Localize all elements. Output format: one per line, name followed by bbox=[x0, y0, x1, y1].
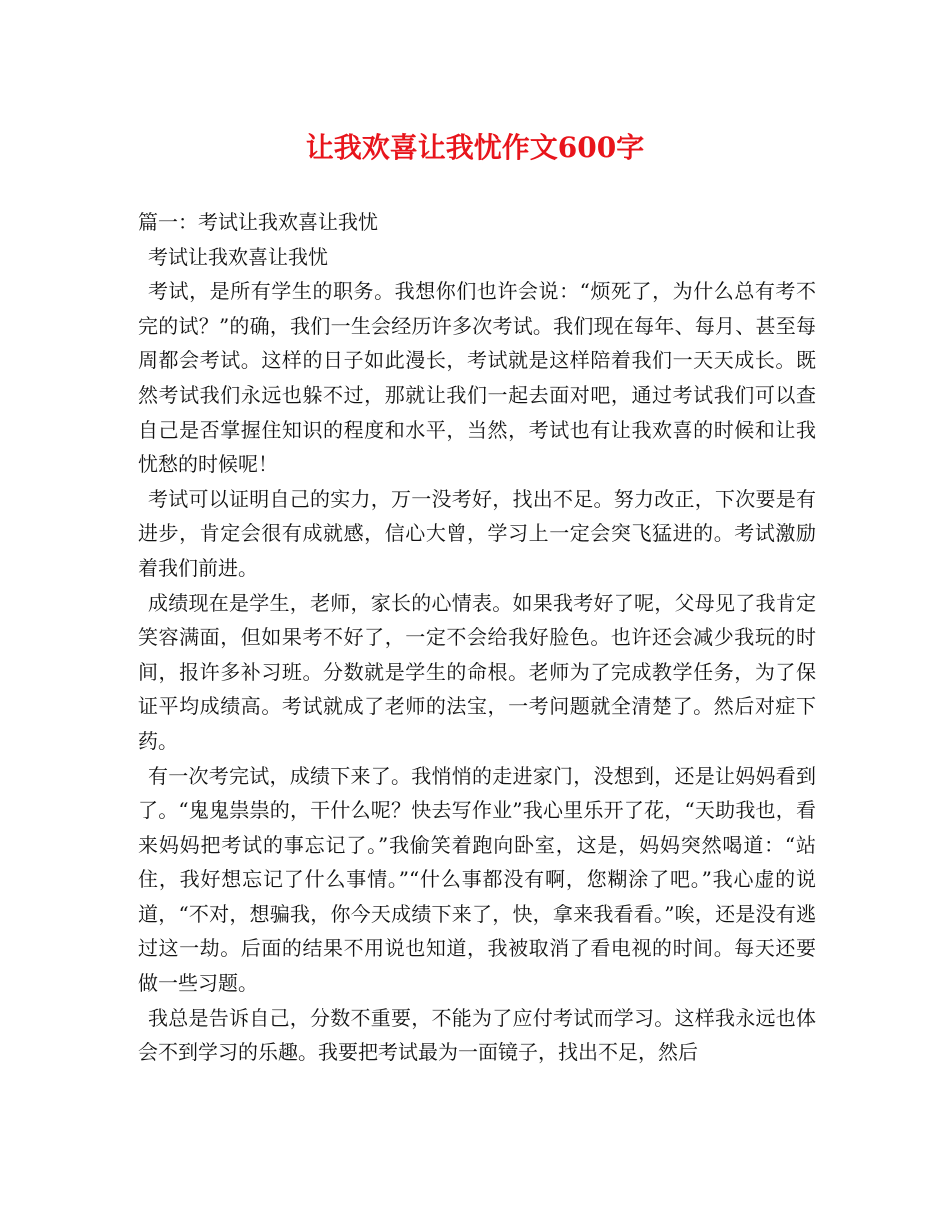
paragraph-3: 成绩现在是学生，老师，家长的心情表。如果我考好了呢，父母见了我肯定笑容满面，但如果考不好了，一定不会给我好脸色。也许还会减少我玩的时间，报许多补习班。分数就是学生的命根。老师为了完成教学任务，为了保证平均成绩高。考试就成了老师的法宝，一考问题就全清楚了。然后对症下药。 bbox=[138, 590, 816, 753]
paragraph-2: 考试可以证明自己的实力，万一没考好，找出不足。努力改正，下次要是有进步，肯定会很有成就感，信心大曾，学习上一定会突飞猛进的。考试激励着我们前进。 bbox=[138, 486, 816, 580]
paragraph-4: 有一次考完试，成绩下来了。我悄悄的走进家门，没想到，还是让妈妈看到了。“鬼鬼祟祟的，干什么呢？快去写作业”我心里乐开了花，“天助我也，看来妈妈把考试的事忘记了。”我偷笑着跑向卧室，这是，妈妈突然喝道：“站住，我好想忘记了什么事情。”“什么事都没有啊，您糊涂了吧。”我心虚的说道，“不对，想骗我，你今天成绩下来了，快，拿来我看看。”唉，还是没有逃过这一劫。后面的结果不用说也知道，我被取消了看电视的时间。每天还要做一些习题。 bbox=[138, 763, 816, 996]
page-title: 让我欢喜让我忧作文600字 bbox=[305, 131, 645, 164]
section-heading: 篇一：考试让我欢喜让我忧 bbox=[138, 210, 378, 234]
paragraph-1: 考试，是所有学生的职务。我想你们也许会说：“烦死了，为什么总有考不完的试？”的确，我们一生会经历许多次考试。我们现在每年、每月、甚至每周都会考试。这样的日子如此漫长，考试就是这样陪着我们一天天成长。既然考试我们永远也躲不过，那就让我们一起去面对吧，通过考试我们可以查自己是否掌握住知识的程度和水平，当然，考试也有让我欢喜的时候和让我忧愁的时候呢！ bbox=[138, 279, 816, 477]
essay-subtitle: 考试让我欢喜让我忧 bbox=[148, 244, 328, 269]
paragraph-5: 我总是告诉自己，分数不重要，不能为了应付考试而学习。这样我永远也体会不到学习的乐趣。我要把考试最为一面镜子，找出不足，然后 bbox=[138, 1005, 816, 1065]
document-body bbox=[138, 205, 816, 1070]
